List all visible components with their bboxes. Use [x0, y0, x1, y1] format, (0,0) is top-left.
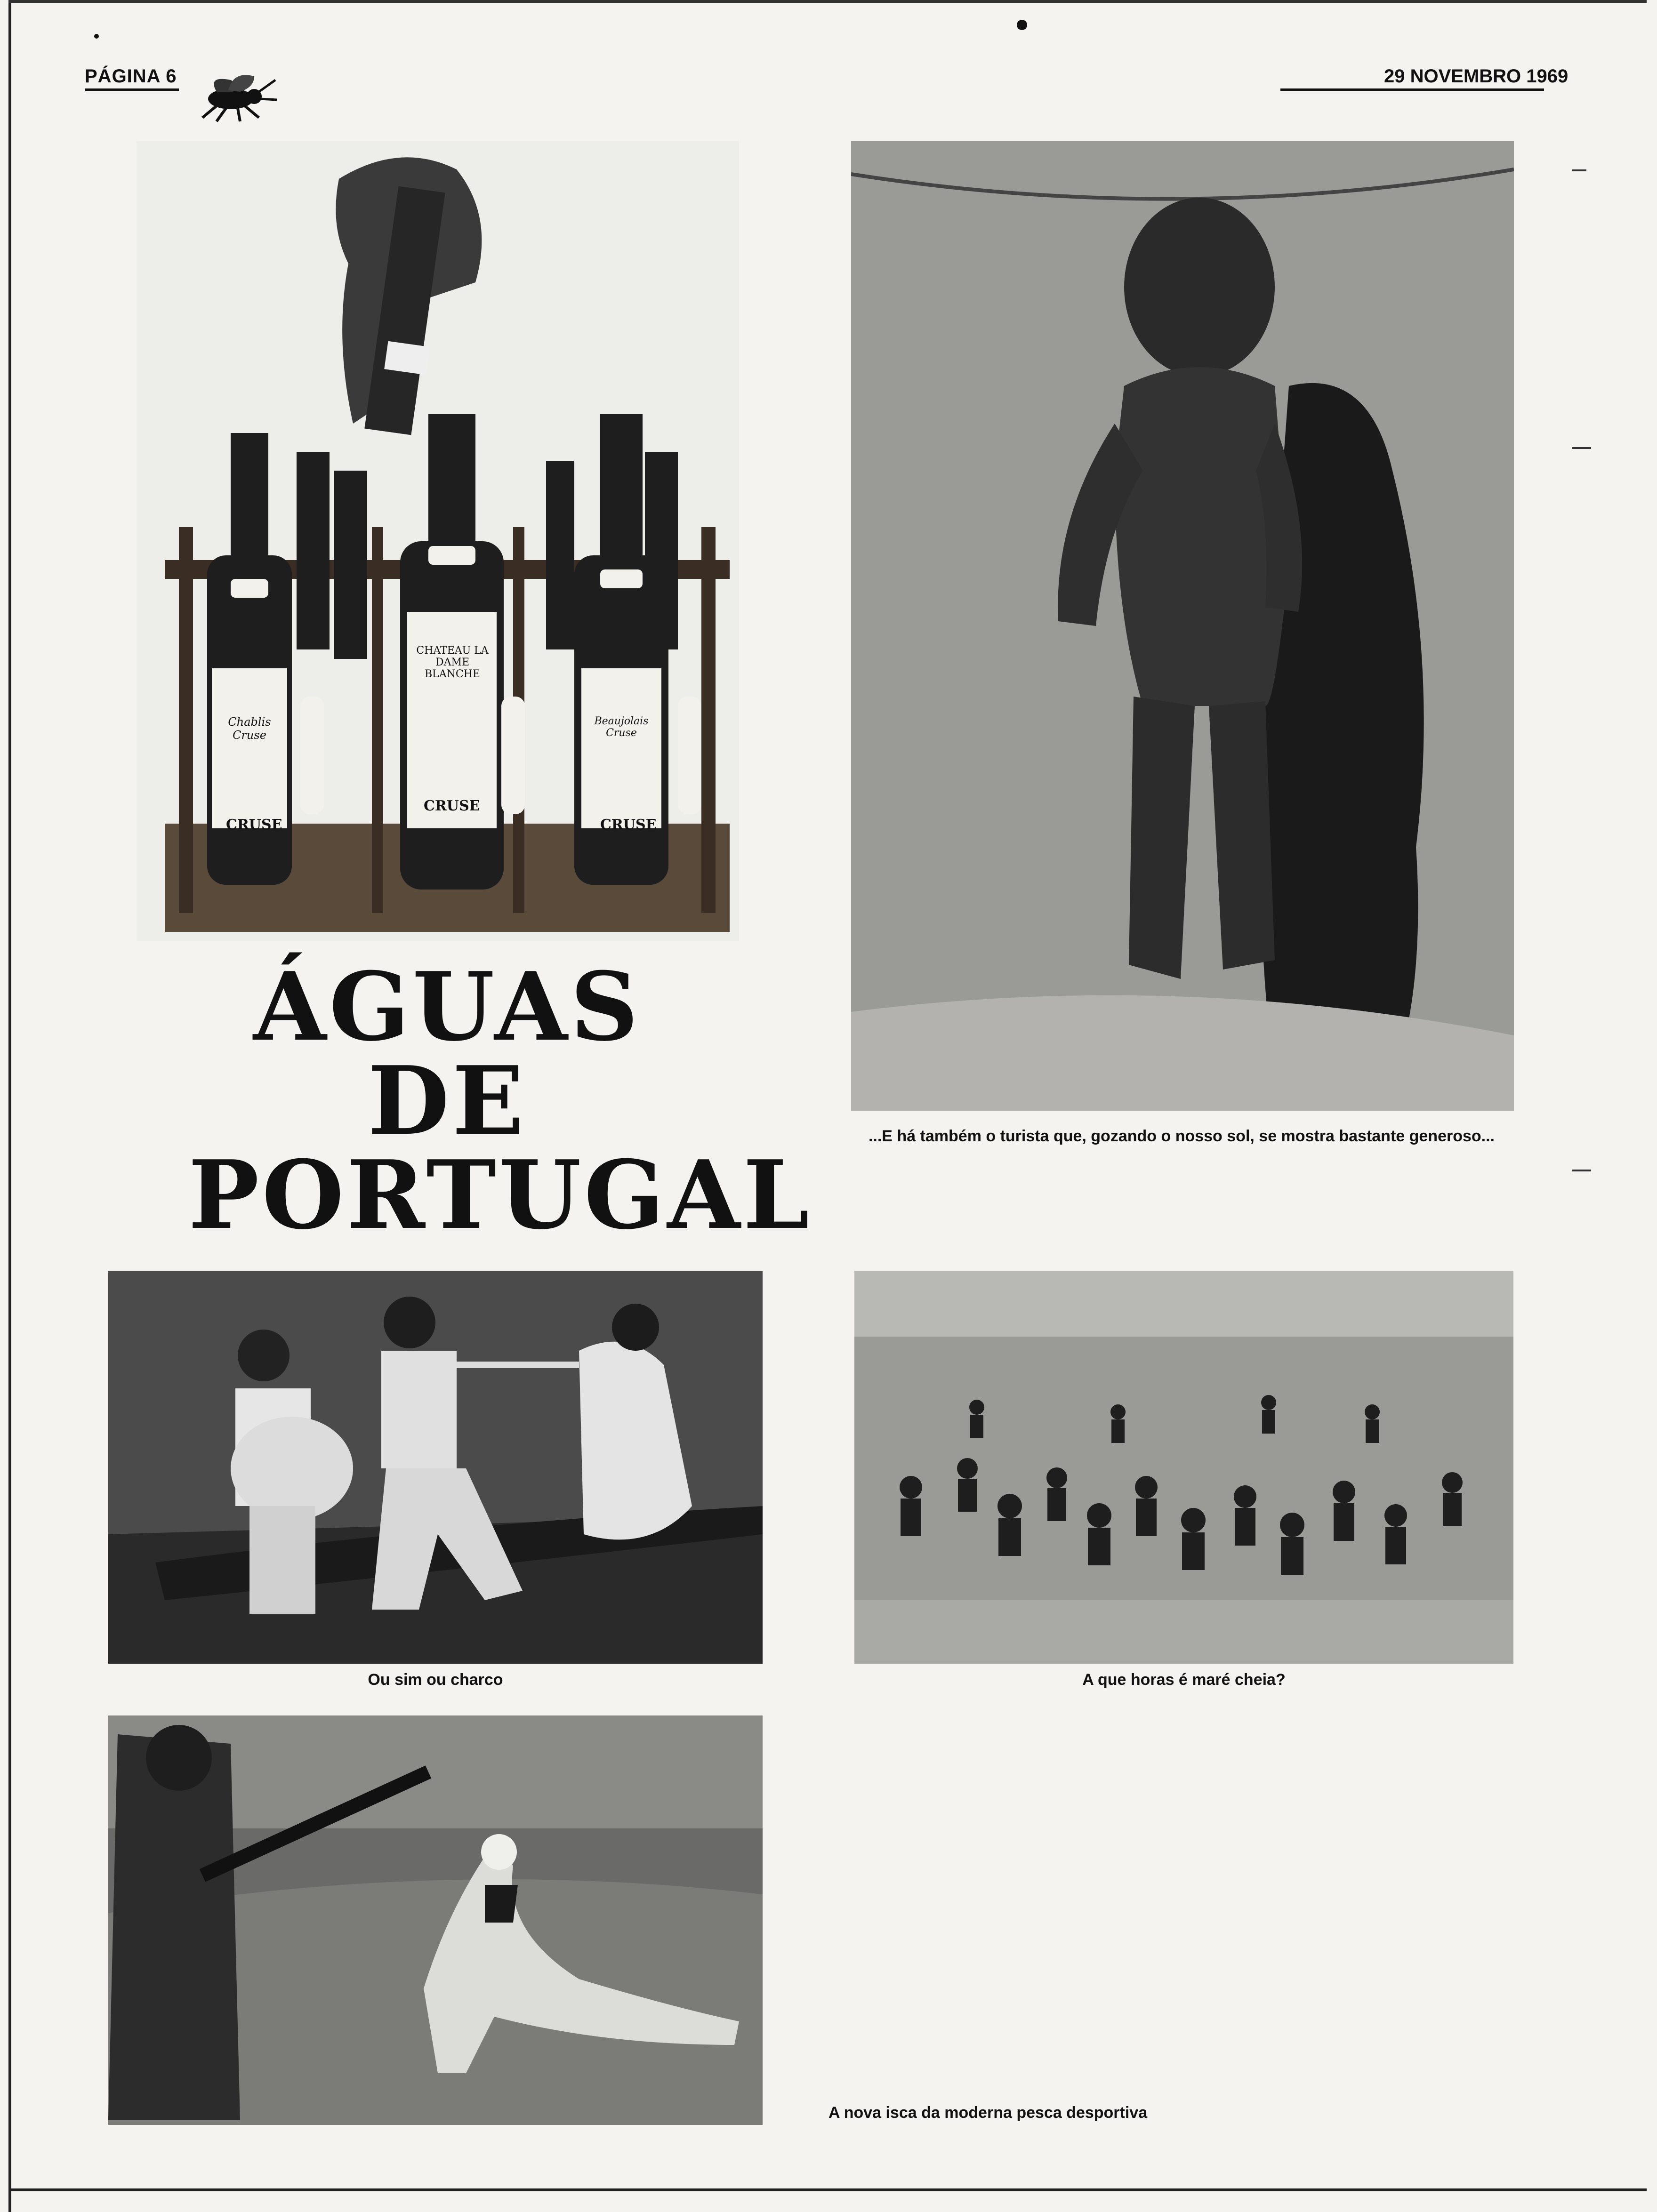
headline-line-1: ÁGUAS — [253, 952, 641, 1062]
issue-date: 29 NOVEMBRO 1969 — [1384, 66, 1569, 87]
boat-photo — [108, 1271, 763, 1664]
statue-photo — [851, 141, 1514, 1111]
headline-line-2: DE — [368, 1046, 527, 1156]
print-speck — [1017, 20, 1027, 30]
fishing-caption: A nova isca da moderna pesca desportiva — [828, 2104, 1148, 2122]
boat-caption: Ou sim ou charco — [368, 1671, 503, 1689]
fly-logo-icon — [188, 71, 278, 122]
margin-mark — [1572, 169, 1586, 171]
print-speck — [94, 34, 99, 39]
ad-brand-right: CRUSE — [600, 817, 657, 833]
beach-photo — [854, 1271, 1513, 1664]
statue-caption: ...E há também o turista que, gozando o nosso sol, se mostra bastante generoso... — [868, 1127, 1495, 1145]
page-edge-top — [8, 0, 1647, 3]
header-rule-left — [85, 88, 179, 91]
margin-mark — [1572, 1170, 1591, 1171]
fishing-photo — [108, 1715, 763, 2125]
ad-right-label: Beaujolais Cruse — [594, 715, 649, 739]
beach-caption: A que horas é maré cheia? — [1082, 1671, 1286, 1689]
page-edge-left — [8, 0, 11, 2212]
headline-line-3: PORTUGAL — [188, 1140, 812, 1250]
page-number: PÁGINA 6 — [85, 66, 177, 87]
ad-left-label: Chablis Cruse — [228, 715, 271, 742]
ad-brand-center: CRUSE — [424, 798, 480, 814]
margin-mark — [1572, 447, 1591, 449]
ad-brand-left: CRUSE — [226, 817, 282, 833]
wine-advertisement-photo — [137, 141, 739, 941]
header-rule-right — [1280, 88, 1544, 91]
page-edge-bottom — [8, 2188, 1647, 2191]
ad-center-label: CHATEAU LA DAME BLANCHE — [416, 645, 489, 680]
